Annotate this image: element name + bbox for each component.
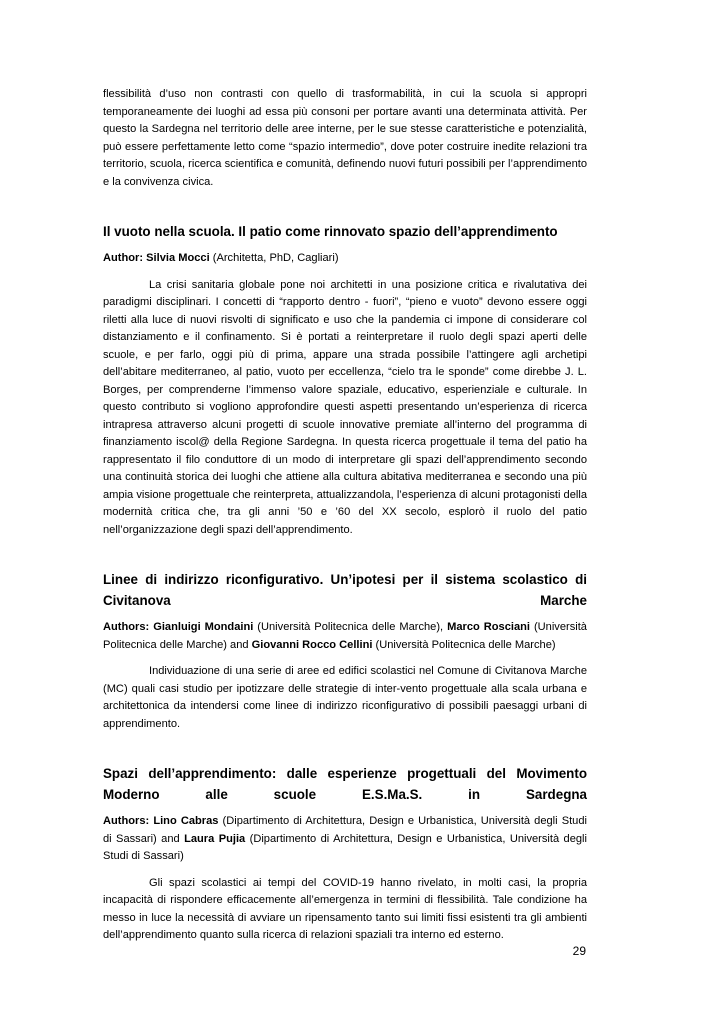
- section-esmas: [103, 763, 587, 945]
- author-name: Gianluigi Mondaini: [153, 621, 254, 633]
- section-authors: [103, 250, 587, 268]
- section-title: Linee di indirizzo riconfigurativo. Un’ipotesi per il sistema scolastico di Civitanova Marche: [103, 572, 587, 608]
- author-name: Giovanni Rocco Cellini: [251, 638, 373, 651]
- author-affiliation: (Dipartimento di Architettura, Design e Urbanistica, Università degli Studi di Sassari): [103, 832, 587, 862]
- author-affiliation: (Università Politecnica delle Marche),: [253, 621, 448, 633]
- section-body: Individuazione di una serie di aree ed edifici scolastici nel Comune di Civitanova Marche (MC) quali casi studio per ipotizzare delle strategie di inter-vento progettuale alla scala urbana e architettonica da intendersi come linee di indirizzo riconfigurativo di possibili paesaggi urbani di apprendimento.: [103, 665, 587, 730]
- section-body: Gli spazi scolastici ai tempi del COVID-19 hanno rivelato, in molti casi, la propria incapacità di rispondere efficacemente all’emergenza in termini di flessibilità. Tale condizione ha messo in luce la necessità di avviare un ripensamento tanto sui limiti fissi esistenti tra gli ambienti dell’apprendimento quanto sulla ricerca di relazioni spaziali tra interno ed esterno.: [103, 876, 587, 941]
- section-authors: [103, 619, 587, 654]
- author-name: Marco Rosciani: [447, 621, 530, 633]
- intro-paragraph: flessibilità d’uso non contrasti con quello di trasformabilità, in cui la scuola si appropri temporaneamente dei luoghi ad essa più consoni per portare avanti una determinata attività. Per questo la Sardegna nel territorio delle aree interne, per le sue stesse caratteristiche e potenzialità, può essere perfettamente letto come “spazio intermedio”, dove poter costruire inedite relazioni tra territorio, scuola, ricerca scientifica e comunità, definendo nuovi futuri possibili per l’apprendimento e la convivenza civica.: [103, 88, 587, 188]
- section-civitanova: [103, 569, 587, 733]
- author-name: Silvia Mocci: [146, 252, 210, 264]
- authors-label: Authors:: [103, 621, 150, 633]
- section-authors: [103, 813, 587, 866]
- author-affiliation: (Architetta, PhD, Cagliari): [209, 252, 339, 264]
- document-page: [103, 86, 587, 945]
- page-number: 29: [572, 944, 586, 958]
- author-name: Lino Cabras: [153, 815, 219, 827]
- section-body: La crisi sanitaria globale pone noi architetti in una posizione critica e rivalutativa dei paradigmi disciplinari. I concetti di “rapporto dentro - fuori”, “pieno e vuoto” devono essere oggi riletti alla luce di nuovi risvolti di significato e uso che la pandemia ci impone di considerare col distanziamento e il confinamento. Si è portati a reinterpretare il ruolo degli spazi aperti delle scuole, e per farlo, oggi più di prima, appare una strada possibile l’attingere agli archetipi dell’abitare mediterraneo, al patio, vuoto per eccellenza, “cielo tra le sponde” come direbbe J. L. Borges, per comprenderne l’immenso valore spaziale, educativo, esperienziale e culturale. In questo contributo si vogliono approfondire questi aspetti presentando un’esperienza di ricerca intrapresa attraverso alcuni progetti di scuole innovative premiate all’interno del programma di finanziamento iscol@ della Regione Sardegna. In questa ricerca progettuale il tema del patio ha rappresentato il filo conduttore di un modo di interpretare gli spazi dell’apprendimento secondo una continuità storica dei luoghi che attiene alla cultura abitativa mediterranea e secondo una più ampia visione progettuale che reinterpreta, attualizzandola, l’esperienza di alcuni protagonisti della modernità critica che, tra gli anni ’50 e ’60 del XX secolo, esplorò il ruolo del patio nell’organizzazione degli spazi dell’apprendimento.: [103, 278, 587, 536]
- section-title: Spazi dell’apprendimento: dalle esperienze progettuali del Movimento Moderno alle scuole E.S.Ma.S. in Sardegna: [103, 766, 587, 802]
- author-affiliation: (Università Politecnica delle Marche): [372, 638, 556, 651]
- authors-label: Authors:: [103, 815, 150, 827]
- author-affiliation: (Università Politecnica delle Marche) and: [103, 621, 587, 651]
- authors-label: Author:: [103, 252, 144, 264]
- section-title: Il vuoto nella scuola. Il patio come rinnovato spazio dell’apprendimento: [103, 224, 558, 239]
- section-patio: [103, 221, 587, 539]
- author-name: Laura Pujia: [184, 832, 246, 845]
- author-affiliation: (Dipartimento di Architettura, Design e Urbanistica, Università degli Studi di Sassari) and: [103, 815, 587, 845]
